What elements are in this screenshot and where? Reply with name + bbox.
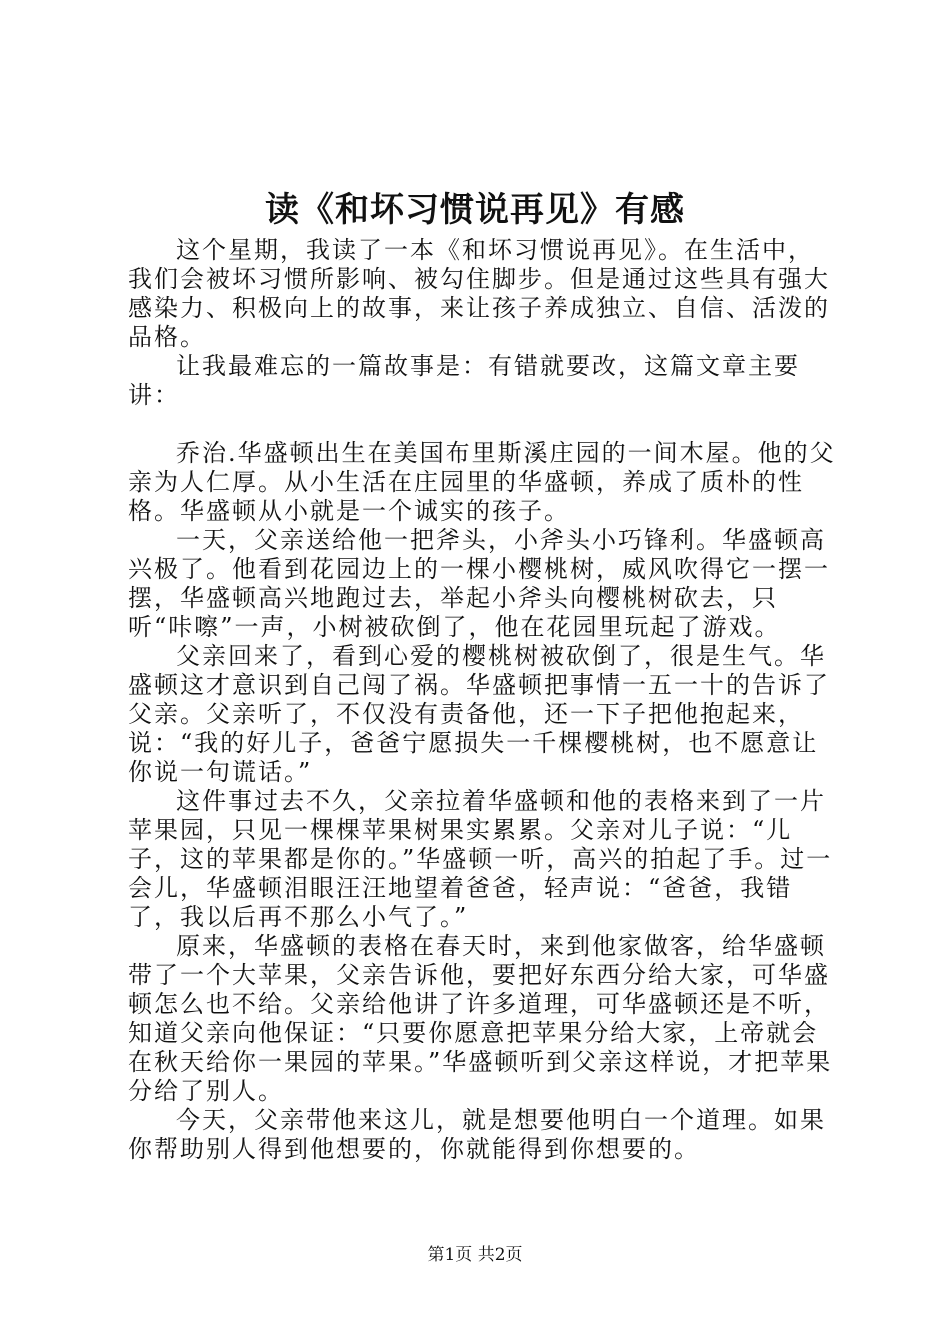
page-footer: 第1页 共2页	[427, 1245, 523, 1265]
paragraph-7: 原来，华盛顿的表格在春天时，来到他家做客，给华盛顿带了一个大苹果，父亲告诉他，要把好东西分给大家，可华盛顿怎么也不给。父亲给他讲了许多道理，可华盛顿还是不听，知道父亲向他保证：“只要你愿意把苹果分给大家，上帝就会在秋天给你一果园的苹果。”华盛顿听到父亲这样说，才把苹果分给了别人。	[128, 932, 833, 1105]
paragraph-3: 乔治.华盛顿出生在美国布里斯溪庄园的一间木屋。他的父亲为人仁厚。从小生活在庄园里的华盛顿，养成了质朴的性格。华盛顿从小就是一个诚实的孩子。	[128, 439, 836, 525]
document-body	[128, 236, 836, 1164]
paragraph-4: 一天，父亲送给他一把斧头，小斧头小巧锋利。华盛顿高兴极了。他看到花园边上的一棵小樱桃树，威风吹得它一摆一摆，华盛顿高兴地跑过去，举起小斧头向樱桃树砍去，只听“咔嚓”一声，小树被砍倒了，他在花园里玩起了游戏。	[128, 526, 830, 641]
paragraph-1: 这个星期，我读了一本《和坏习惯说再见》。在生活中，我们会被坏习惯所影响、被勾住脚步。但是通过这些具有强大感染力、积极向上的故事，来让孩子养成独立、自信、活泼的品格。	[128, 236, 830, 351]
paragraph-8: 今天，父亲带他来这儿，就是想要他明白一个道理。如果你帮助别人得到他想要的，你就能得到你想要的。	[128, 1106, 826, 1163]
paragraph-6: 这件事过去不久，父亲拉着华盛顿和他的表格来到了一片苹果园，只见一棵棵苹果树果实累累。父亲对儿子说：“儿子，这的苹果都是你的。”华盛顿一听，高兴的拍起了手。过一会儿，华盛顿泪眼汪汪地望着爸爸，轻声说：“爸爸，我错了，我以后再不那么小气了。”	[128, 787, 833, 931]
paragraph-5: 父亲回来了，看到心爱的樱桃树被砍倒了，很是生气。华盛顿这才意识到自己闯了祸。华盛顿把事情一五一十的告诉了父亲。父亲听了，不仅没有责备他，还一下子把他抱起来，说：“我的好儿子，爸爸宁愿损失一千棵樱桃树，也不愿意让你说一句谎话。”	[128, 642, 830, 786]
document-title: 读《和坏习惯说再见》有感	[265, 190, 685, 230]
paragraph-2: 让我最难忘的一篇故事是：有错就要改，这篇文章主要讲：	[128, 352, 800, 409]
